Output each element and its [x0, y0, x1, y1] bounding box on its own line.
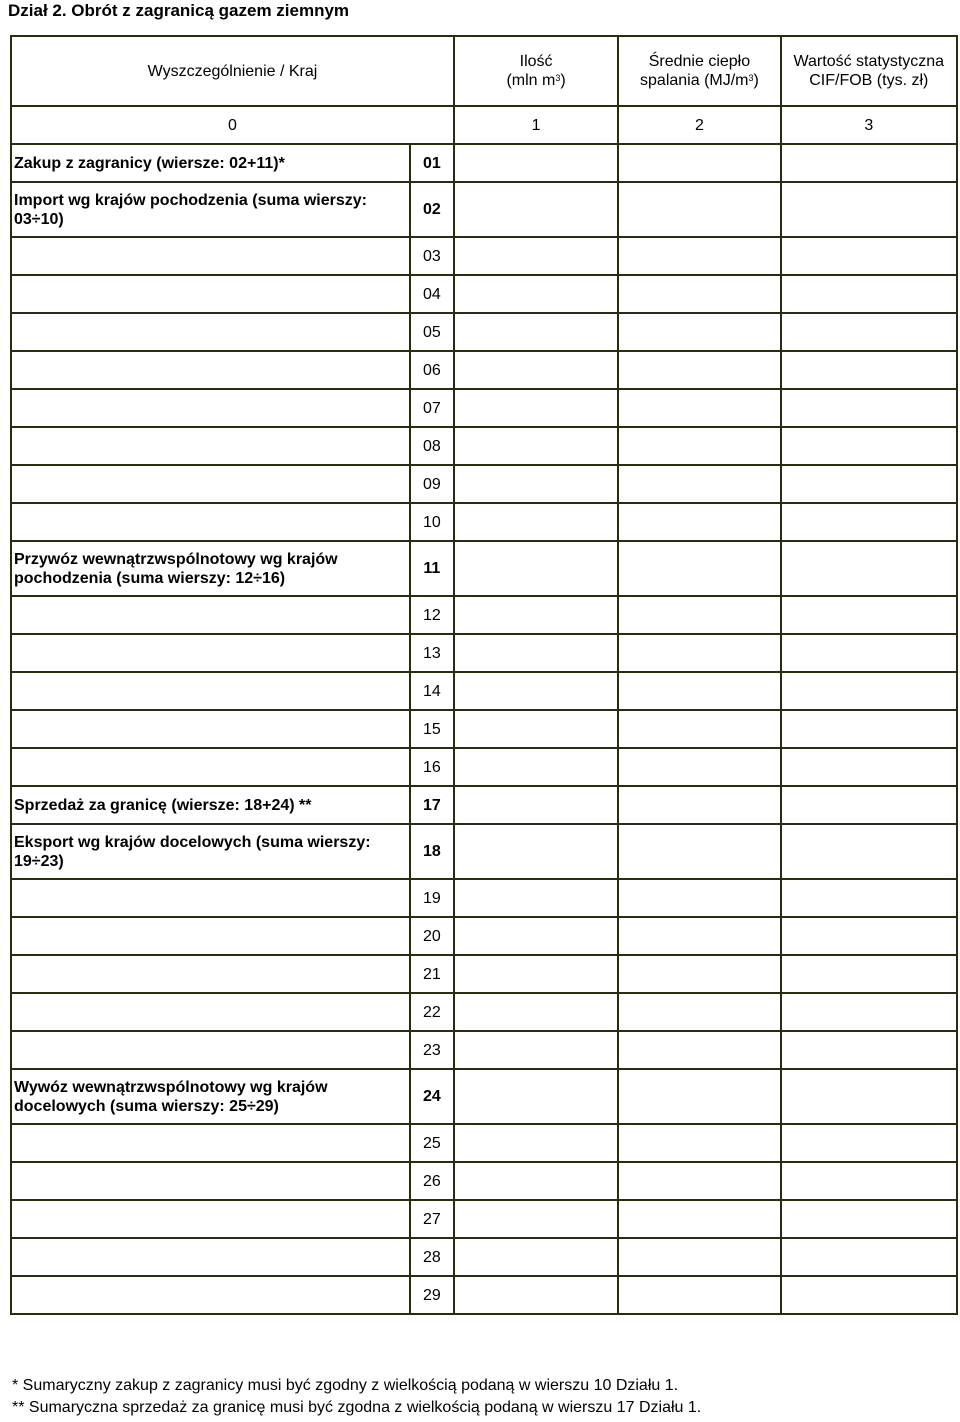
header-value-line1: Wartość statystyczna — [793, 53, 945, 70]
calorific-value-cell[interactable] — [618, 993, 780, 1031]
header-calorific-unit-close: ) — [753, 72, 759, 89]
country-input-cell[interactable] — [11, 596, 410, 634]
quantity-cell[interactable] — [454, 1124, 618, 1162]
table-row — [11, 879, 957, 917]
column-number-1: 1 — [454, 106, 618, 144]
table-row — [11, 144, 957, 182]
country-input-cell[interactable] — [11, 710, 410, 748]
quantity-cell[interactable] — [454, 1162, 618, 1200]
row-label: Import wg krajów pochodzenia (suma wierszy: 03÷10) — [11, 182, 410, 237]
country-input-cell[interactable] — [11, 389, 410, 427]
row-code: 22 — [410, 993, 454, 1031]
quantity-cell[interactable] — [454, 824, 618, 879]
country-input-cell[interactable] — [11, 503, 410, 541]
country-input-cell[interactable] — [11, 993, 410, 1031]
statistical-value-cell[interactable] — [781, 144, 957, 182]
country-input-cell[interactable] — [11, 1124, 410, 1162]
calorific-value-cell[interactable] — [618, 1162, 780, 1200]
column-number-row — [11, 106, 957, 144]
table-row — [11, 1124, 957, 1162]
row-code: 13 — [410, 634, 454, 672]
calorific-value-cell[interactable] — [618, 351, 780, 389]
statistical-value-cell[interactable] — [781, 993, 957, 1031]
calorific-value-cell[interactable] — [618, 313, 780, 351]
statistical-value-cell[interactable] — [781, 541, 957, 596]
table-body — [11, 144, 957, 1314]
country-input-cell[interactable] — [11, 351, 410, 389]
table-row — [11, 634, 957, 672]
quantity-cell[interactable] — [454, 1069, 618, 1124]
header-value-line2: CIF/FOB (tys. zł) — [809, 72, 929, 89]
column-number-3: 3 — [781, 106, 957, 144]
table-row — [11, 993, 957, 1031]
header-calorific-unit: spalania (MJ/m — [640, 72, 749, 89]
country-input-cell[interactable] — [11, 917, 410, 955]
calorific-value-cell[interactable] — [618, 634, 780, 672]
country-input-cell[interactable] — [11, 1162, 410, 1200]
header-specification — [11, 36, 454, 106]
row-code: 17 — [410, 786, 454, 824]
statistical-value-cell[interactable] — [781, 710, 957, 748]
table-row — [11, 1200, 957, 1238]
calorific-value-cell[interactable] — [618, 427, 780, 465]
statistical-value-cell[interactable] — [781, 1124, 957, 1162]
country-input-cell[interactable] — [11, 672, 410, 710]
row-code: 27 — [410, 1200, 454, 1238]
row-code: 15 — [410, 710, 454, 748]
row-code: 26 — [410, 1162, 454, 1200]
table-row — [11, 1162, 957, 1200]
calorific-value-cell[interactable] — [618, 1276, 780, 1314]
row-code: 24 — [410, 1069, 454, 1124]
calorific-value-cell[interactable] — [618, 748, 780, 786]
header-quantity-unit: (mln m — [506, 72, 556, 89]
quantity-cell[interactable] — [454, 1238, 618, 1276]
table-row — [11, 541, 957, 596]
quantity-cell[interactable] — [454, 879, 618, 917]
country-input-cell[interactable] — [11, 1276, 410, 1314]
quantity-cell[interactable] — [454, 672, 618, 710]
quantity-cell[interactable] — [454, 351, 618, 389]
calorific-value-cell[interactable] — [618, 237, 780, 275]
quantity-cell[interactable] — [454, 275, 618, 313]
row-label: Wywóz wewnątrzwspólnotowy wg krajów docelowych (suma wierszy: 25÷29) — [11, 1069, 410, 1124]
table-row — [11, 710, 957, 748]
calorific-value-cell[interactable] — [618, 275, 780, 313]
row-code: 19 — [410, 879, 454, 917]
quantity-cell[interactable] — [454, 144, 618, 182]
quantity-cell[interactable] — [454, 1276, 618, 1314]
row-code: 20 — [410, 917, 454, 955]
quantity-cell[interactable] — [454, 389, 618, 427]
table-row — [11, 427, 957, 465]
row-code: 14 — [410, 672, 454, 710]
statistical-value-cell[interactable] — [781, 955, 957, 993]
calorific-value-cell[interactable] — [618, 465, 780, 503]
country-input-cell[interactable] — [11, 1031, 410, 1069]
header-quantity-unit-close: ) — [560, 72, 566, 89]
header-specification-label: Wyszczególnienie / Kraj — [147, 62, 318, 80]
country-input-cell[interactable] — [11, 1200, 410, 1238]
quantity-cell[interactable] — [454, 313, 618, 351]
table-row — [11, 596, 957, 634]
calorific-value-cell[interactable] — [618, 1200, 780, 1238]
table-row — [11, 917, 957, 955]
statistical-value-cell[interactable] — [781, 427, 957, 465]
row-code: 16 — [410, 748, 454, 786]
statistical-value-cell[interactable] — [781, 1162, 957, 1200]
row-code: 11 — [410, 541, 454, 596]
country-input-cell[interactable] — [11, 1238, 410, 1276]
table-row — [11, 955, 957, 993]
table-row — [11, 748, 957, 786]
statistical-value-cell[interactable] — [781, 503, 957, 541]
statistical-value-cell[interactable] — [781, 313, 957, 351]
header-statistical-value — [781, 36, 957, 106]
table-row — [11, 237, 957, 275]
header-calorific-sup: 3 — [748, 73, 754, 83]
row-code: 06 — [410, 351, 454, 389]
quantity-cell[interactable] — [454, 786, 618, 824]
calorific-value-cell[interactable] — [618, 389, 780, 427]
row-code: 01 — [410, 144, 454, 182]
country-input-cell[interactable] — [11, 275, 410, 313]
row-code: 28 — [410, 1238, 454, 1276]
footnote-sales: ** Sumaryczna sprzedaż za granicę musi być zgodna z wielkością podaną w wierszu 17 Działu 1. — [12, 1399, 702, 1416]
row-label: Eksport wg krajów docelowych (suma wierszy: 19÷23) — [11, 824, 410, 879]
calorific-value-cell[interactable] — [618, 1238, 780, 1276]
footnotes — [12, 1375, 701, 1419]
statistical-value-cell[interactable] — [781, 1238, 957, 1276]
country-input-cell[interactable] — [11, 748, 410, 786]
table-row — [11, 389, 957, 427]
row-code: 18 — [410, 824, 454, 879]
row-code: 09 — [410, 465, 454, 503]
statistical-value-cell[interactable] — [781, 786, 957, 824]
quantity-cell[interactable] — [454, 748, 618, 786]
row-code: 23 — [410, 1031, 454, 1069]
row-label: Sprzedaż za granicę (wiersze: 18+24) ** — [11, 786, 410, 824]
statistical-value-cell[interactable] — [781, 917, 957, 955]
table-row — [11, 1238, 957, 1276]
country-input-cell[interactable] — [11, 634, 410, 672]
quantity-cell[interactable] — [454, 237, 618, 275]
calorific-value-cell[interactable] — [618, 503, 780, 541]
quantity-cell[interactable] — [454, 955, 618, 993]
quantity-cell[interactable] — [454, 182, 618, 237]
row-code: 21 — [410, 955, 454, 993]
header-quantity-line1: Ilość — [519, 53, 553, 70]
row-code: 02 — [410, 182, 454, 237]
header-calorific-value — [618, 36, 780, 106]
table-row — [11, 313, 957, 351]
header-calorific-line1: Średnie ciepło — [648, 53, 751, 70]
table-row — [11, 786, 957, 824]
calorific-value-cell[interactable] — [618, 541, 780, 596]
row-code: 04 — [410, 275, 454, 313]
quantity-cell[interactable] — [454, 465, 618, 503]
header-quantity-sup: 3 — [555, 73, 561, 83]
table-row — [11, 275, 957, 313]
statistical-value-cell[interactable] — [781, 824, 957, 879]
row-code: 08 — [410, 427, 454, 465]
quantity-cell[interactable] — [454, 1031, 618, 1069]
statistical-value-cell[interactable] — [781, 182, 957, 237]
statistical-value-cell[interactable] — [781, 465, 957, 503]
row-code: 12 — [410, 596, 454, 634]
country-input-cell[interactable] — [11, 955, 410, 993]
table-row — [11, 672, 957, 710]
country-input-cell[interactable] — [11, 427, 410, 465]
quantity-cell[interactable] — [454, 993, 618, 1031]
statistical-value-cell[interactable] — [781, 1200, 957, 1238]
calorific-value-cell[interactable] — [618, 1031, 780, 1069]
table-row — [11, 503, 957, 541]
statistical-value-cell[interactable] — [781, 634, 957, 672]
quantity-cell[interactable] — [454, 541, 618, 596]
calorific-value-cell[interactable] — [618, 710, 780, 748]
quantity-cell[interactable] — [454, 710, 618, 748]
country-input-cell[interactable] — [11, 237, 410, 275]
quantity-cell[interactable] — [454, 427, 618, 465]
column-number-0: 0 — [11, 106, 454, 144]
calorific-value-cell[interactable] — [618, 144, 780, 182]
table-row — [11, 182, 957, 237]
calorific-value-cell[interactable] — [618, 824, 780, 879]
quantity-cell[interactable] — [454, 634, 618, 672]
table-row — [11, 1276, 957, 1314]
quantity-cell[interactable] — [454, 596, 618, 634]
statistical-value-cell[interactable] — [781, 1276, 957, 1314]
row-code: 03 — [410, 237, 454, 275]
gas-trade-table — [10, 35, 958, 1315]
column-number-2: 2 — [618, 106, 780, 144]
quantity-cell[interactable] — [454, 503, 618, 541]
calorific-value-cell[interactable] — [618, 786, 780, 824]
table-row — [11, 465, 957, 503]
calorific-value-cell[interactable] — [618, 1124, 780, 1162]
row-label: Przywóz wewnątrzwspólnotowy wg krajów pochodzenia (suma wierszy: 12÷16) — [11, 541, 410, 596]
table-row — [11, 1069, 957, 1124]
calorific-value-cell[interactable] — [618, 1069, 780, 1124]
statistical-value-cell[interactable] — [781, 879, 957, 917]
calorific-value-cell[interactable] — [618, 917, 780, 955]
statistical-value-cell[interactable] — [781, 351, 957, 389]
row-code: 25 — [410, 1124, 454, 1162]
footnote-purchase: * Sumaryczny zakup z zagranicy musi być zgodny z wielkością podaną w wierszu 10 Działu 1. — [12, 1377, 679, 1394]
statistical-value-cell[interactable] — [781, 1069, 957, 1124]
statistical-value-cell[interactable] — [781, 275, 957, 313]
country-input-cell[interactable] — [11, 879, 410, 917]
table-row — [11, 351, 957, 389]
statistical-value-cell[interactable] — [781, 748, 957, 786]
statistical-value-cell[interactable] — [781, 596, 957, 634]
quantity-cell[interactable] — [454, 917, 618, 955]
country-input-cell[interactable] — [11, 465, 410, 503]
row-code: 10 — [410, 503, 454, 541]
calorific-value-cell[interactable] — [618, 955, 780, 993]
table-row — [11, 824, 957, 879]
statistical-value-cell[interactable] — [781, 237, 957, 275]
statistical-value-cell[interactable] — [781, 1031, 957, 1069]
header-quantity — [454, 36, 618, 106]
statistical-value-cell[interactable] — [781, 389, 957, 427]
row-label: Zakup z zagranicy (wiersze: 02+11)* — [11, 144, 410, 182]
quantity-cell[interactable] — [454, 1200, 618, 1238]
row-code: 29 — [410, 1276, 454, 1314]
row-code: 05 — [410, 313, 454, 351]
row-code: 07 — [410, 389, 454, 427]
country-input-cell[interactable] — [11, 313, 410, 351]
section-title: Dział 2. Obrót z zagranicą gazem ziemnym — [8, 1, 350, 20]
calorific-value-cell[interactable] — [618, 182, 780, 237]
calorific-value-cell[interactable] — [618, 672, 780, 710]
statistical-value-cell[interactable] — [781, 672, 957, 710]
table-row — [11, 1031, 957, 1069]
calorific-value-cell[interactable] — [618, 879, 780, 917]
calorific-value-cell[interactable] — [618, 596, 780, 634]
